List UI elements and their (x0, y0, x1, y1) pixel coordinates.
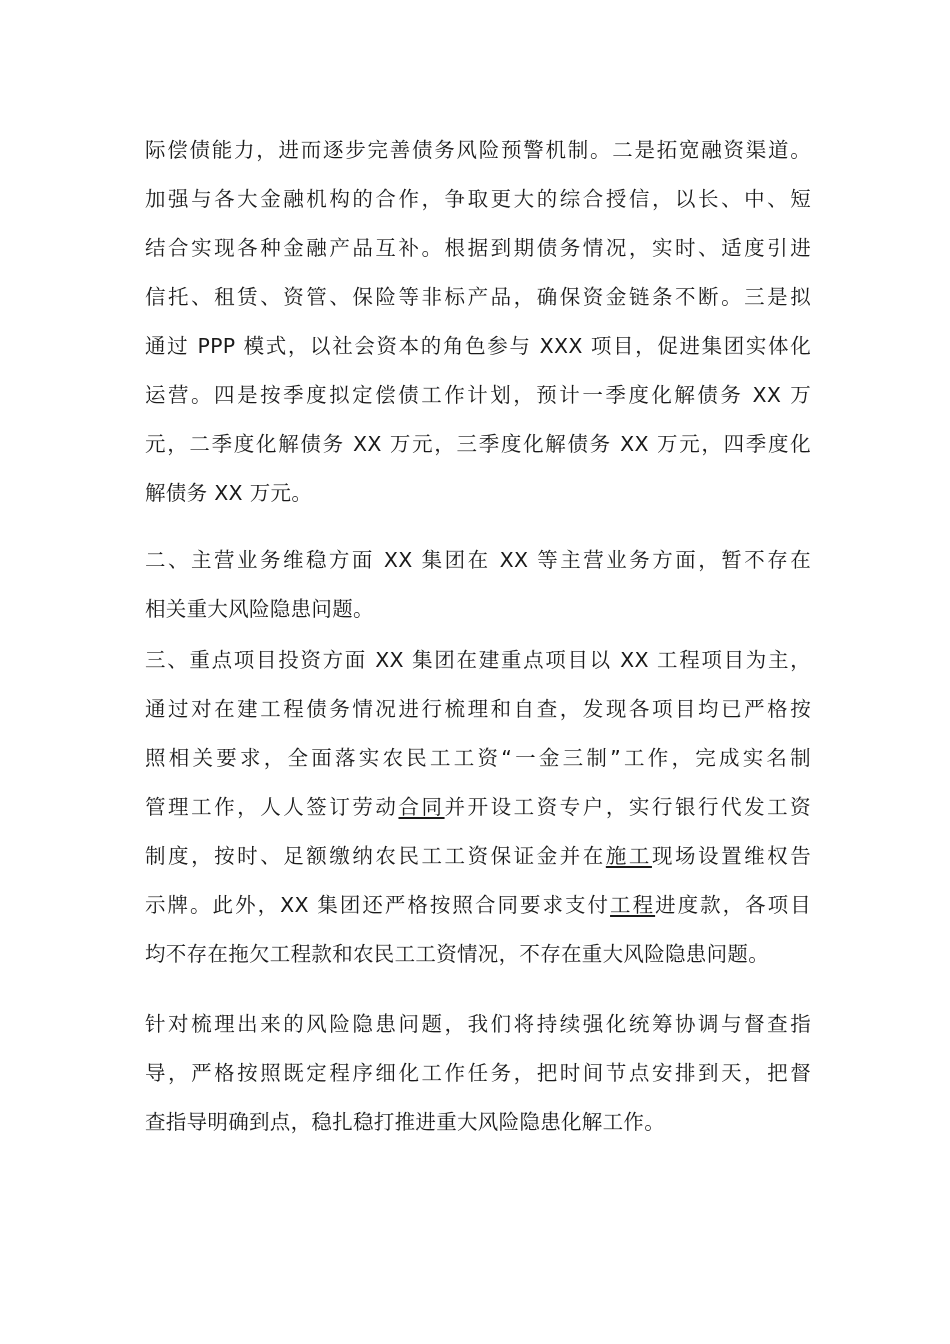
text-line (145, 842, 811, 870)
text-line: 信托、租赁、资管、保险等非标产品，确保资金链条不断。三是拟 (145, 285, 811, 309)
text-line: 照相关要求，全面落实农民工工资“一金三制”工作，完成实名制 (145, 746, 811, 770)
text-line: 通过 PPP 模式，以社会资本的角色参与 XXX 项目，促进集团实体化 (145, 334, 811, 358)
section-heading-line: 三、重点项目投资方面 XX 集团在建重点项目以 XX 工程项目为主， (145, 648, 811, 672)
text-segment: 现场设置维权告 (651, 844, 811, 868)
text-line: 查指导明确到点，稳扎稳打推进重大风险隐患化解工作。 (145, 1110, 665, 1134)
hyperlink-contract[interactable]: 合同 (398, 795, 445, 819)
text-segment: 并开设工资专户，实行银行代发工资 (444, 795, 811, 819)
text-line (145, 891, 811, 919)
text-segment: 进度款，各项目 (655, 893, 811, 917)
text-line: 运营。四是按季度拟定偿债工作计划，预计一季度化解债务 XX 万 (145, 383, 811, 407)
text-line: 均不存在拖欠工程款和农民工工资情况，不存在重大风险隐患问题。 (145, 942, 769, 966)
text-line: 解债务 XX 万元。 (145, 481, 313, 505)
text-line: 加强与各大金融机构的合作，争取更大的综合授信，以长、中、短 (145, 187, 811, 211)
hyperlink-engineering[interactable]: 工程 (610, 893, 656, 917)
text-line: 通过对在建工程债务情况进行梳理和自查，发现各项目均已严格按 (145, 697, 811, 721)
text-line: 针对梳理出来的风险隐患问题，我们将持续强化统筹协调与督查指 (145, 1012, 811, 1036)
text-line: 相关重大风险隐患问题。 (145, 597, 374, 621)
text-line (145, 793, 811, 821)
text-segment: 制度，按时、足额缴纳农民工工资保证金并在 (145, 844, 606, 868)
text-segment: 管理工作，人人签订劳动 (145, 795, 399, 819)
section-heading-line: 二、主营业务维稳方面 XX 集团在 XX 等主营业务方面，暂不存在 (145, 548, 811, 572)
text-line: 导，严格按照既定程序细化工作任务，把时间节点安排到天，把督 (145, 1061, 811, 1085)
text-line: 结合实现各种金融产品互补。根据到期债务情况，实时、适度引进 (145, 236, 811, 260)
text-line: 际偿债能力，进而逐步完善债务风险预警机制。二是拓宽融资渠道。 (145, 138, 811, 162)
text-segment: 示牌。此外，XX 集团还严格按照合同要求支付 (145, 893, 611, 917)
hyperlink-construction[interactable]: 施工 (605, 844, 652, 868)
text-line: 元，二季度化解债务 XX 万元，三季度化解债务 XX 万元，四季度化 (145, 432, 811, 456)
